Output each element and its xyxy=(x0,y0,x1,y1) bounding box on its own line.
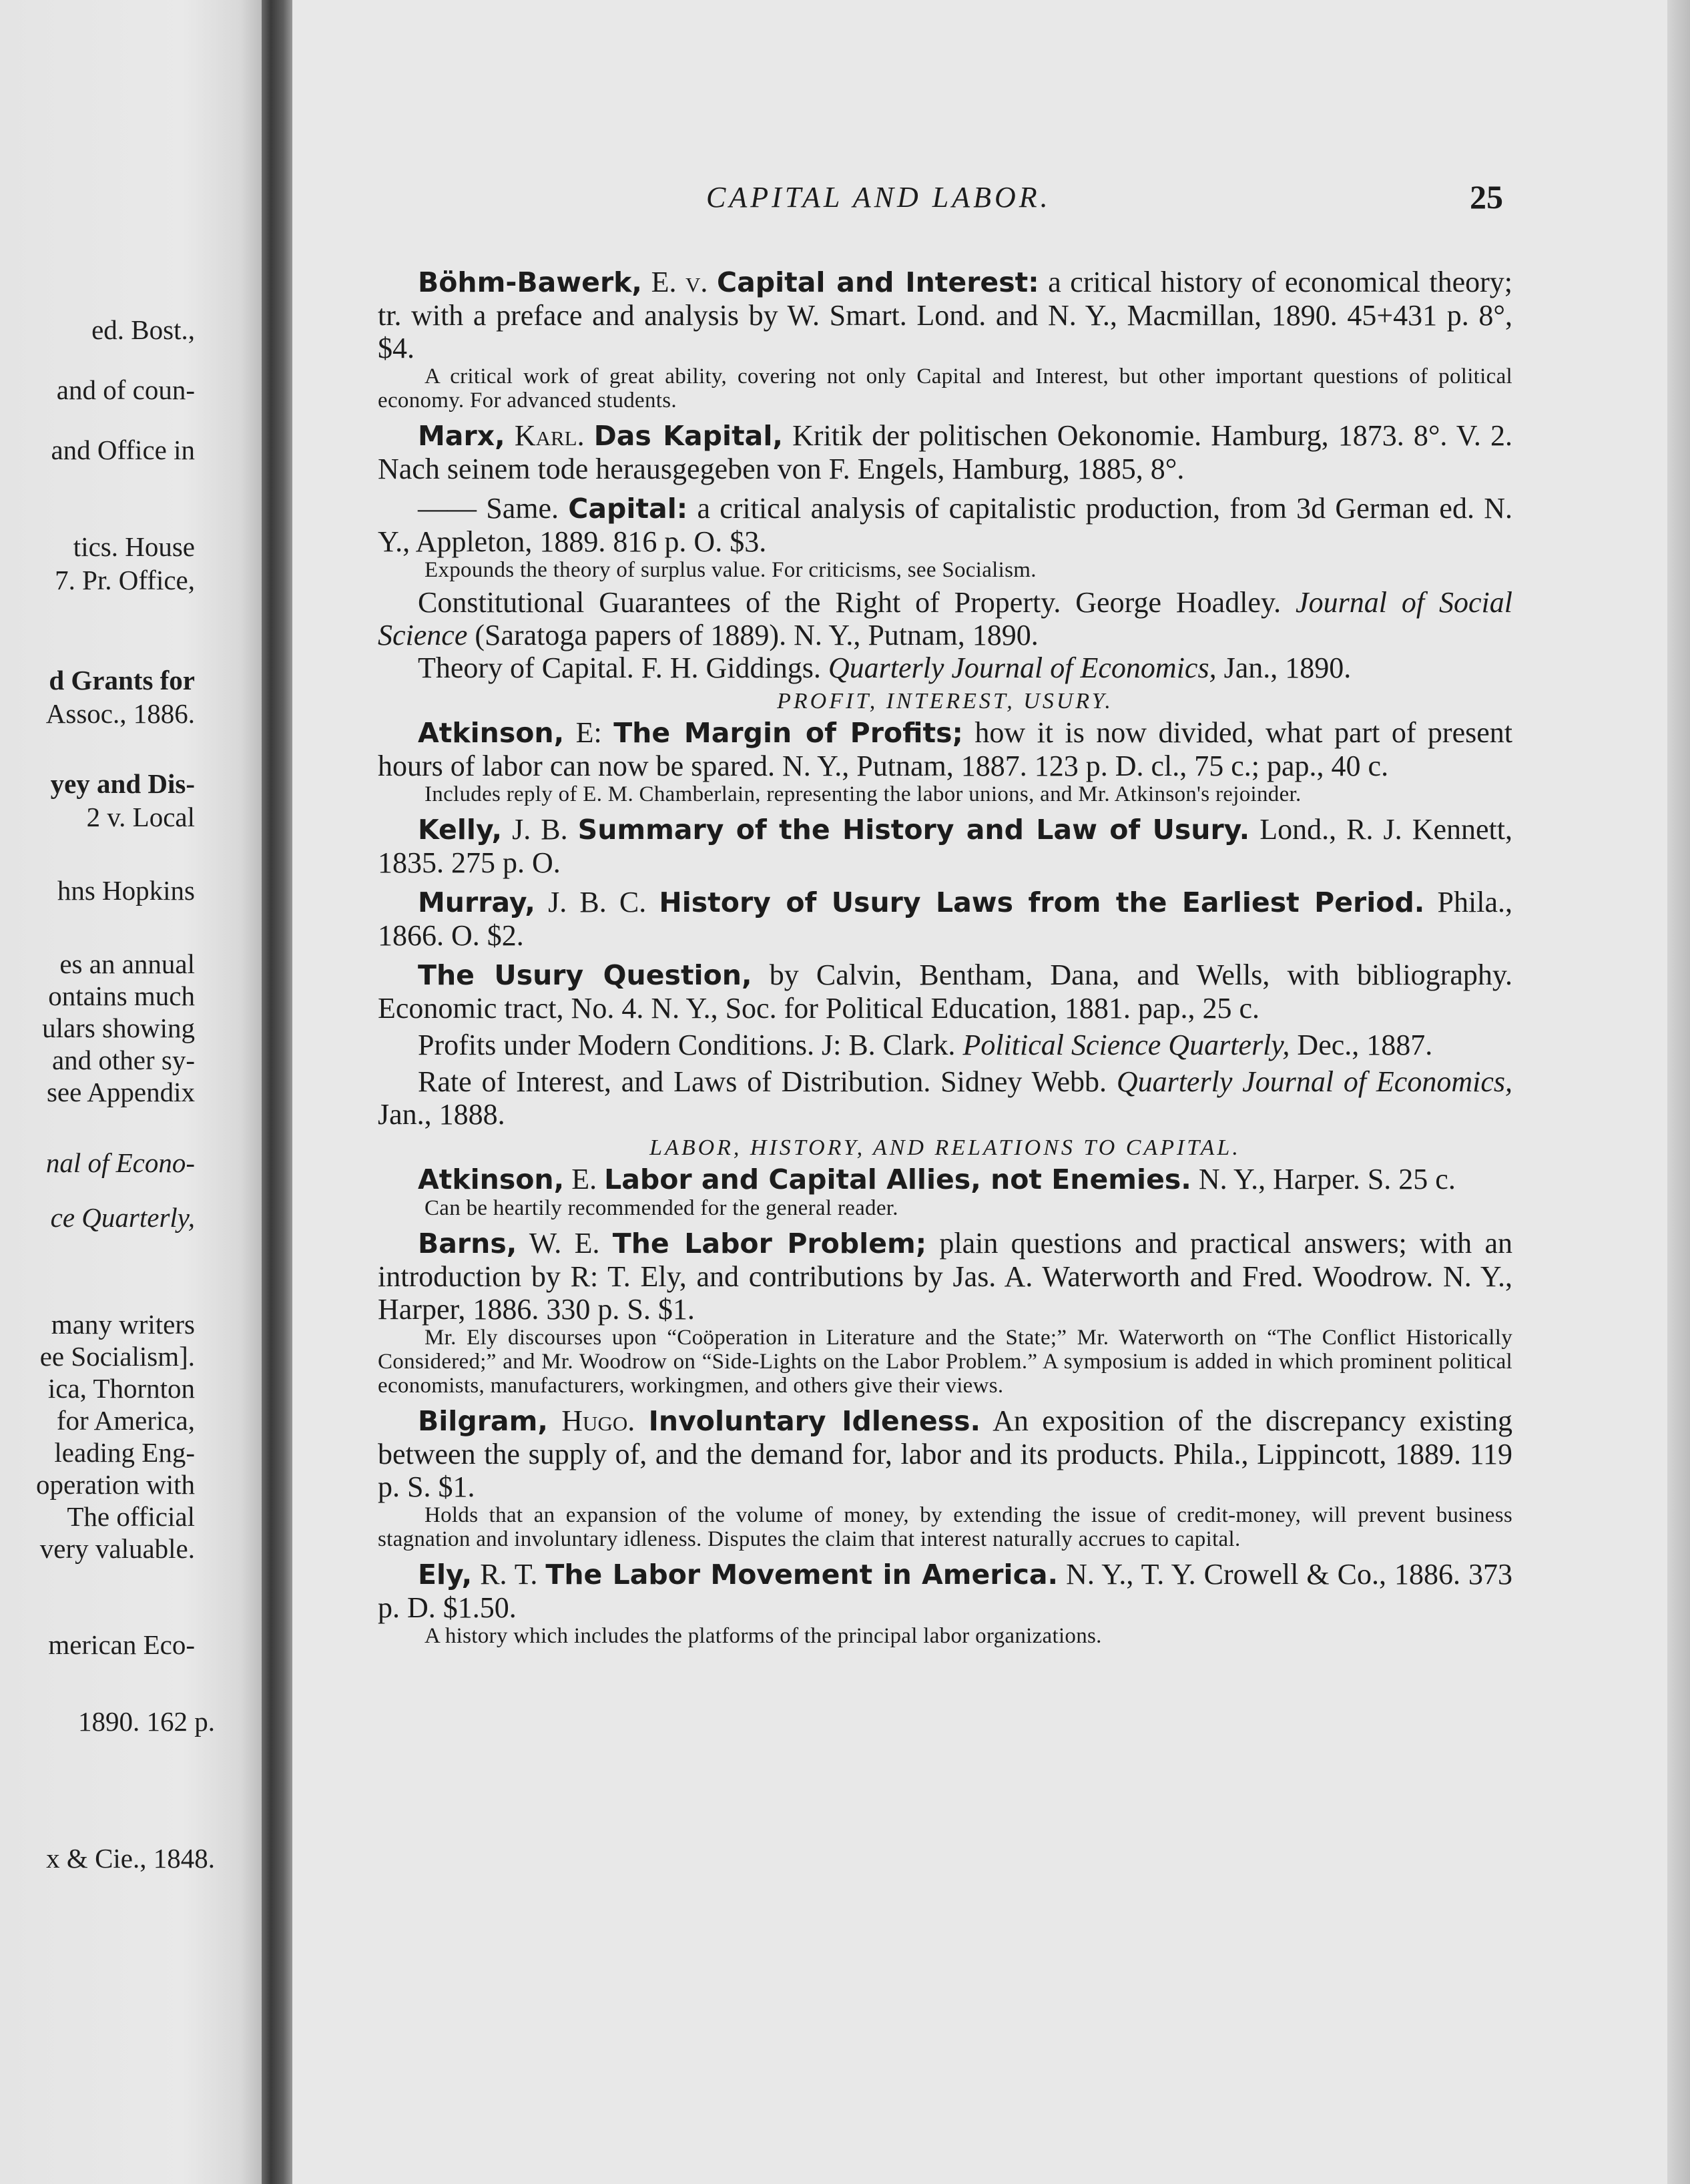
entry-lead: —— Same. xyxy=(418,492,569,525)
entry-author: Atkinson, xyxy=(418,717,565,749)
entry-theory-of-capital xyxy=(378,651,1512,684)
entry-details: how it is now divided, what part of present hours of labor can now be spared. N. Y., Putnam, 1887. 123 p. D. cl., 75 c.; pap., 40 c. xyxy=(378,716,1512,782)
facing-page-line: tics. House xyxy=(73,531,195,562)
facing-page-line: ce Quarterly, xyxy=(50,1202,195,1233)
entry-title: Capital and Interest: xyxy=(716,266,1039,298)
entry-annotation: Can be heartily recommended for the general reader. xyxy=(425,1196,898,1220)
page-number: 25 xyxy=(1470,178,1503,216)
facing-page-line: nal of Econo- xyxy=(45,1147,195,1178)
entry-details: Dec., 1887. xyxy=(1290,1029,1433,1061)
entry-initials: E: xyxy=(564,716,614,749)
facing-page-line: ulars showing xyxy=(42,1013,195,1043)
entry-annotation: Includes reply of E. M. Chamberlain, representing the labor unions, and Mr. Atkinson's rejoinder. xyxy=(425,782,1302,806)
entry-marx xyxy=(378,419,1512,485)
facing-page-line: The official xyxy=(67,1501,195,1532)
entry-usury-question xyxy=(378,959,1512,1025)
entry-details: by Calvin, Bentham, Dana, and Wells, with bibliography. Economic tract, No. 4. N. Y., Soc. for Political Education, 1881. pap., 25 c. xyxy=(378,959,1512,1025)
section-heading-profit: PROFIT, INTEREST, USURY. xyxy=(777,689,1113,714)
entry-marx-same xyxy=(378,492,1512,558)
entry-rate-of-interest xyxy=(378,1065,1512,1131)
facing-page-line: 7. Pr. Office, xyxy=(55,565,195,595)
running-title: CAPITAL AND LABOR. xyxy=(706,181,1051,214)
entry-annotation: Holds that an expansion of the volume of money, by extending the issue of credit-money, will prevent business stagnation and involuntary idleness. Disputes the claim that interest naturally accrues to capital. xyxy=(378,1503,1512,1551)
entry-author: Murray, xyxy=(418,886,535,918)
entry-initials: E. xyxy=(564,1163,605,1195)
entry-author: Marx, xyxy=(418,420,505,452)
entry-title: The Margin of Profits; xyxy=(613,717,963,749)
entry-initials: E. v. xyxy=(642,266,717,298)
entry-author: Böhm-Bawerk, xyxy=(418,266,643,298)
entry-text: Theory of Capital. F. H. Giddings. xyxy=(418,651,828,684)
entry-text: Rate of Interest, and Laws of Distribution. Sidney Webb. xyxy=(418,1065,1117,1098)
entry-details: a critical history of economical theory; tr. with a preface and analysis by W. Smart. Lond. and N. Y., Macmillan, 1890. 45+431 p. 8°, $4. xyxy=(378,266,1512,364)
facing-page-line: ee Socialism]. xyxy=(39,1341,195,1372)
entry-details: N. Y., T. Y. Crowell & Co., 1886. 373 p. D. $1.50. xyxy=(378,1558,1513,1624)
entry-details: N. Y., Harper. S. 25 c. xyxy=(1191,1163,1456,1195)
entry-title: The Labor Movement in America. xyxy=(545,1559,1059,1591)
entry-atkinson-margin xyxy=(378,716,1512,782)
entry-atkinson-labor xyxy=(378,1163,1512,1196)
facing-page-line: and Office in xyxy=(51,435,195,465)
entry-title: Involuntary Idleness. xyxy=(648,1405,981,1437)
entry-details: (Saratoga papers of 1889). N. Y., Putnam, 1890. xyxy=(467,619,1039,651)
entry-ely xyxy=(378,1558,1512,1624)
entry-title: Capital: xyxy=(568,493,688,525)
entry-journal: Journal of Social Science xyxy=(378,586,1512,651)
entry-text: Constitutional Guarantees of the Right of Property. George Hoadley. xyxy=(418,586,1296,619)
entry-journal: Political Science Quarterly, xyxy=(962,1029,1290,1061)
entry-constitutional-guarantees xyxy=(378,586,1512,651)
facing-page-line: d Grants for xyxy=(49,665,195,696)
entry-title: The Usury Question, xyxy=(418,959,752,991)
entry-text: Profits under Modern Conditions. J: B. Clark. xyxy=(418,1029,963,1061)
entry-initials: J. B. C. xyxy=(535,886,659,918)
facing-page-line: merican Eco- xyxy=(48,1629,195,1660)
facing-page-line: yey and Dis- xyxy=(50,768,195,799)
entry-annotation: Expounds the theory of surplus value. For criticisms, see Socialism. xyxy=(425,558,1037,582)
facing-page-line: Assoc., 1886. xyxy=(45,698,195,729)
section-heading-labor: LABOR, HISTORY, AND RELATIONS TO CAPITAL. xyxy=(649,1135,1241,1160)
facing-page-line: ed. Bost., xyxy=(91,314,195,345)
entry-initials: J. B. xyxy=(502,813,578,846)
facing-page-line: leading Eng- xyxy=(54,1437,195,1468)
entry-details: An exposition of the discrepancy existing between the supply of, and the demand for, labor and its products. Phila., Lippincott, 1889. 119 p. S. $1. xyxy=(378,1404,1513,1503)
entry-initials: Karl. xyxy=(505,419,594,452)
entry-details: plain questions and practical answers; with an introduction by R: T. Ely, and contributions by Jas. A. Waterworth and Fred. Woodrow. N. Y., Harper, 1886. 330 p. S. $1. xyxy=(378,1227,1512,1326)
entry-details: Kritik der politischen Oekonomie. Hamburg, 1873. 8°. V. 2. Nach seinem tode herausgegeben von F. Engels, Hamburg, 1885, 8°. xyxy=(378,419,1512,485)
main-page xyxy=(292,0,1667,2184)
entry-author: Bilgram, xyxy=(418,1405,548,1437)
entry-details: Lond., R. J. Kennett, 1835. 275 p. O. xyxy=(378,813,1512,879)
entry-title: Labor and Capital Allies, not Enemies. xyxy=(604,1163,1191,1195)
facing-page-line: 1890. 162 p. xyxy=(78,1706,215,1737)
book-gutter xyxy=(262,0,292,2184)
entry-journal: Quarterly Journal of Economics, xyxy=(828,651,1217,684)
entry-initials: R. T. xyxy=(472,1558,546,1591)
facing-page-line: for America, xyxy=(56,1405,195,1436)
entry-journal: Quarterly Journal of Economics, xyxy=(1116,1065,1512,1098)
entry-details: a critical analysis of capitalistic production, from 3d German ed. N. Y., Appleton, 1889. 816 p. O. $3. xyxy=(378,492,1512,558)
entry-annotation: A critical work of great ability, covering not only Capital and Interest, but other important questions of political economy. For advanced students. xyxy=(378,364,1512,413)
facing-page-line: x & Cie., 1848. xyxy=(46,1843,215,1874)
facing-page-line: and other sy- xyxy=(51,1045,195,1075)
entry-annotation: A history which includes the platforms of the principal labor organizations. xyxy=(425,1624,1102,1648)
facing-page-line: ica, Thornton xyxy=(47,1373,195,1404)
entry-title: The Labor Problem; xyxy=(612,1227,927,1260)
facing-page-line: and of coun- xyxy=(56,374,195,405)
facing-page-line: es an annual xyxy=(59,948,195,979)
entry-author: Ely, xyxy=(418,1559,473,1591)
page-edge xyxy=(1667,0,1690,2184)
entry-author: Atkinson, xyxy=(418,1163,565,1195)
entry-details: Phila., 1866. O. $2. xyxy=(378,886,1512,952)
entry-profits-modern xyxy=(378,1029,1512,1061)
page-header xyxy=(292,180,1667,227)
entry-initials: Hugo. xyxy=(547,1404,649,1437)
entry-author: Kelly, xyxy=(418,814,503,846)
facing-page-line: many writers xyxy=(51,1309,195,1340)
facing-page-line: operation with xyxy=(36,1469,195,1500)
entry-title: History of Usury Laws from the Earliest Period. xyxy=(659,886,1425,918)
entry-kelly xyxy=(378,813,1512,879)
entry-details: Jan., 1888. xyxy=(378,1098,505,1131)
entry-title: Summary of the History and Law of Usury. xyxy=(577,814,1250,846)
entry-title: Das Kapital, xyxy=(593,420,783,452)
facing-page-line: ontains much xyxy=(48,981,195,1011)
facing-page-line: see Appendix xyxy=(46,1077,195,1107)
entry-details: Jan., 1890. xyxy=(1216,651,1352,684)
entry-barns xyxy=(378,1227,1512,1326)
facing-page-line: very valuable. xyxy=(39,1533,195,1564)
facing-page-strip xyxy=(0,0,262,2184)
entry-murray xyxy=(378,886,1512,952)
facing-page-line: 2 v. Local xyxy=(86,802,195,832)
entry-bilgram xyxy=(378,1404,1512,1503)
entry-annotation: Mr. Ely discourses upon “Coöperation in Literature and the State;” Mr. Waterworth on “The Conflict Historically Considered;” and Mr. Woodrow on “Side-Lights on the Labor Problem.” A symposium is added in which prominent political economists, manufacturers, workingmen, and others give their views. xyxy=(378,1326,1512,1398)
bibliography-content xyxy=(378,266,1512,1648)
entry-author: Barns, xyxy=(418,1227,517,1260)
entry-initials: W. E. xyxy=(517,1227,613,1260)
facing-page-line: hns Hopkins xyxy=(57,875,195,906)
entry-bohm-bawerk xyxy=(378,266,1512,364)
